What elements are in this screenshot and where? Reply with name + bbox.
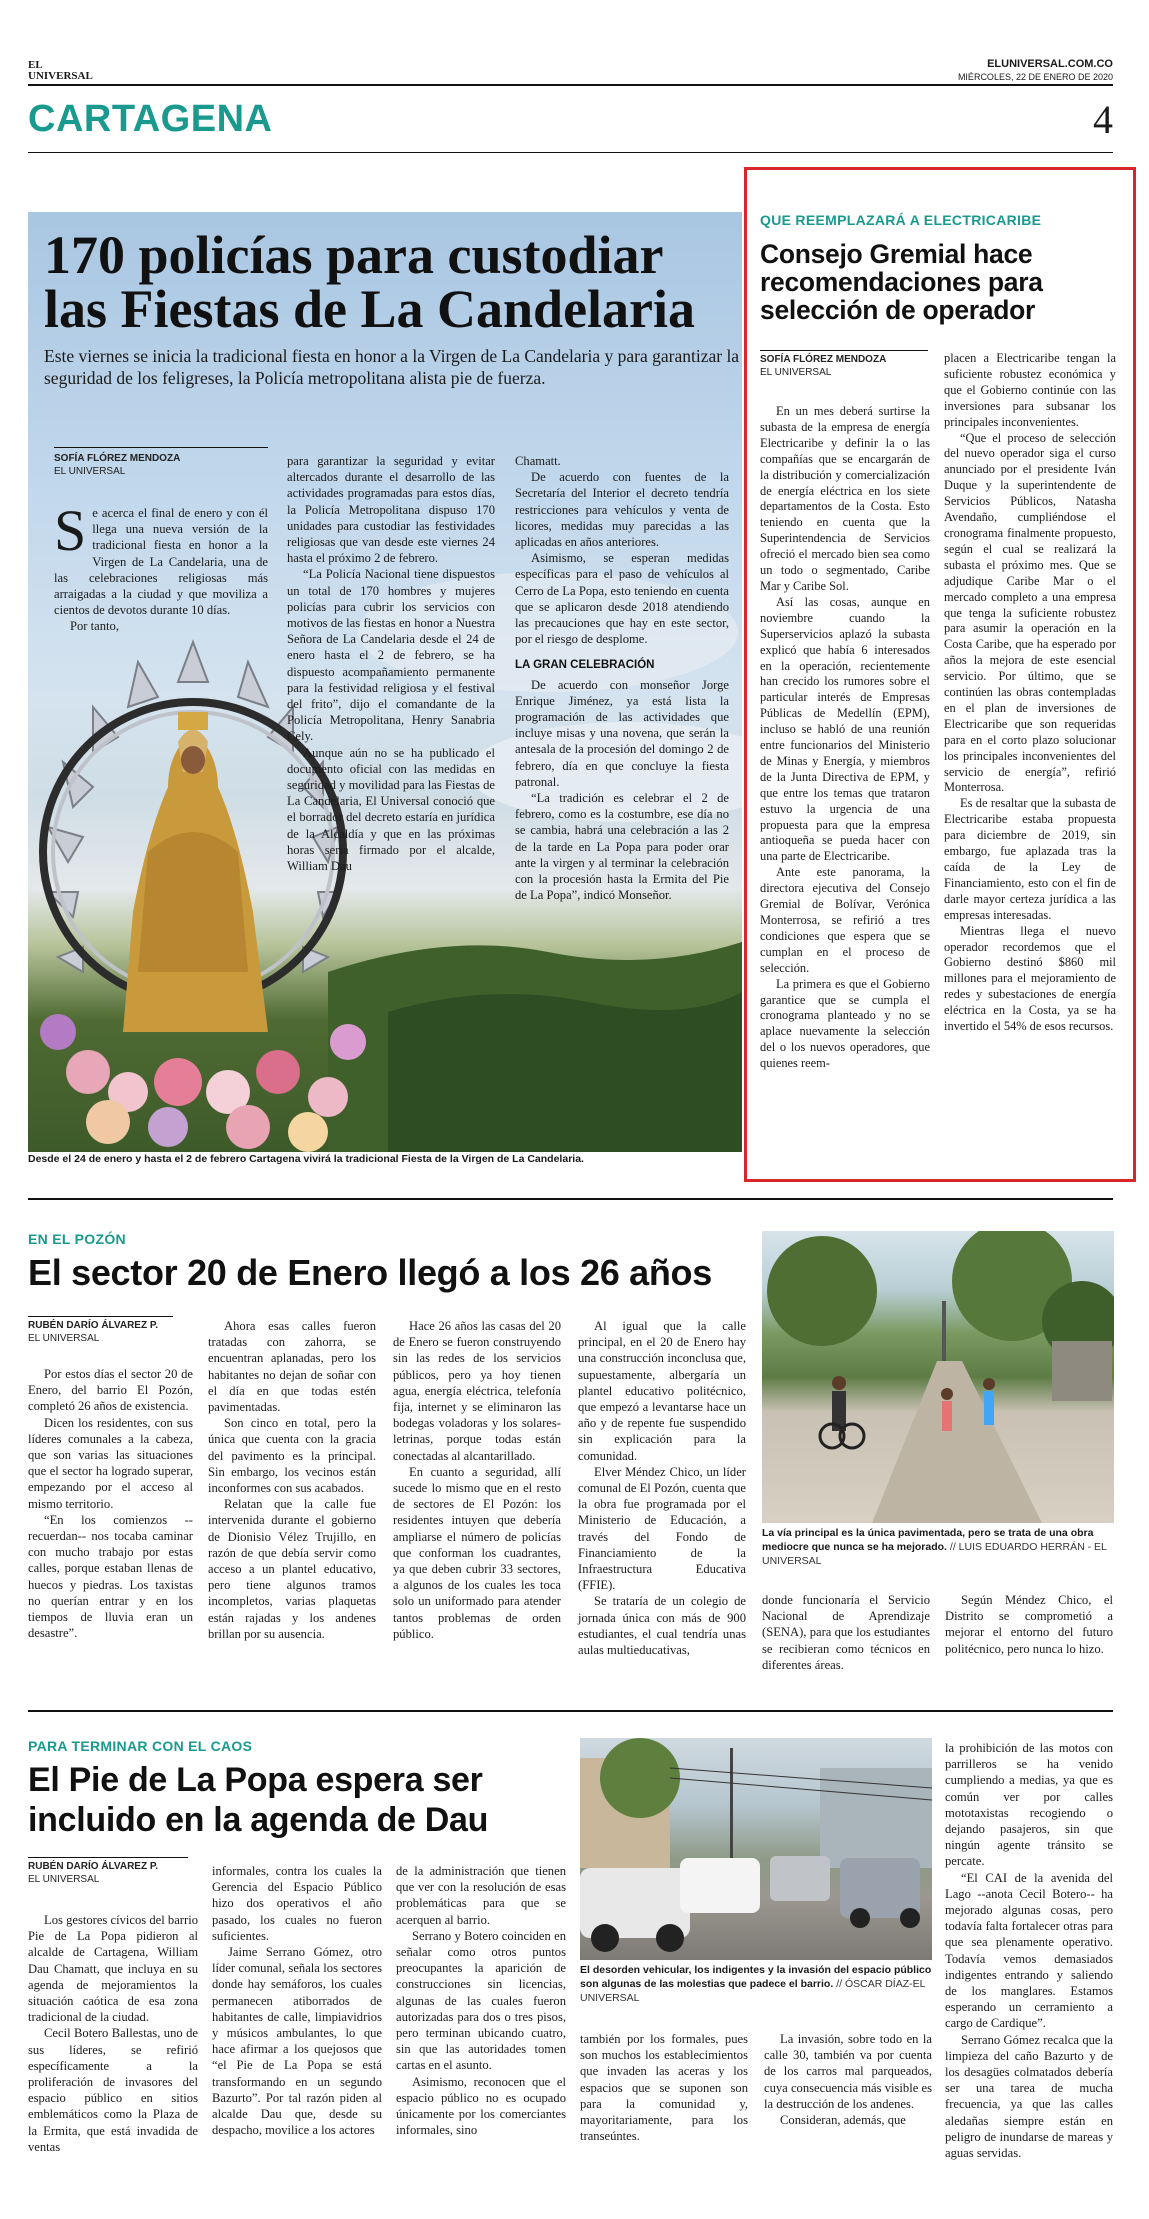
story3-photo-credit: // ÓSCAR DÍAZ-EL UNIVERSAL: [580, 1978, 926, 2004]
story2-paragraph: donde funcionaría el Servicio Nacional de Aprendizaje (SENA), para que los estudiantes se recibieran como técnicos en diferentes áreas.: [762, 1593, 930, 1672]
sidebar-paragraph: Así las cosas, aunque en noviembre cuando la Superservicios aplazó la subasta explicó que había 6 interesados en la operación, recientemente han crecido los rumores sobre el particular interés de Empresas Públicas de Medellín (EPM), incluso se habló de una reunión entre funcionarios del Ministerio de Minas y Energía, y miembros de la Junta Directiva de EPM, y que entre los temas que trataron estuvo la urgencia de una propuesta para que la empresa antioqueña se pueda hacer con una parte de Electricaribe.: [760, 594, 930, 864]
sidebar-kicker: QUE REEMPLAZARÁ A ELECTRICARIBE: [760, 212, 1042, 228]
lead-column-2: [287, 453, 495, 874]
story3-author: RUBÉN DARÍO ÁLVAREZ P.: [28, 1861, 159, 1872]
story3-paragraph: La invasión, sobre todo en la calle 30, también va por cuenta de los carros mal parqueados, cuya consecuencia más visible es la destrucción de los andenes.: [764, 2032, 932, 2111]
story3-paragraph: la prohibición de las motos con parrilleros se ha venido cumpliendo a medias, ya que es común ver por calles mototaxistas recogiendo o dejando pasajeros, sin que ningún agente tránsito se percate.: [945, 1741, 1113, 1869]
sidebar-column-2: [944, 351, 1116, 1035]
story3-photo-caption: [580, 1963, 932, 2005]
sidebar-column-1: [760, 404, 930, 1072]
story3-paragraph: Cecil Botero Ballestas, uno de sus líderes, se refirió específicamente a la proliferación de invasores del espacio público en sitios emblemáticos como la Plaza de la Ermita, que está invadida de ventas: [28, 2026, 198, 2154]
story2-photo-credit: // LUIS EDUARDO HERRÁN - EL UNIVERSAL: [762, 1541, 1107, 1567]
story3-column-1: [28, 1912, 198, 2155]
lead-paragraph: “La tradición es celebrar el 2 de febrero, como es la costumbre, ese día no se cambia, habrá una celebración a las 2 de la tarde en La Popa para poder orar ante la virgen y al terminar la celebración con la procesión hasta la Ermita del Pie de La Popa”, indicó Monseñor.: [515, 791, 729, 903]
sidebar-paragraph: Ante este panorama, la directora ejecutiva del Consejo Gremial de Bolívar, Verónica Monterrosa, se refirió a tres condiciones que espera que se cumplan en el proceso de selección.: [760, 865, 930, 975]
story3-paragraph: Asimismo, reconocen que el espacio público no es ocupado únicamente por los comerciantes informales, sino: [396, 2074, 566, 2138]
issue-date: MIÉRCOLES, 22 DE ENERO DE 2020: [957, 72, 1113, 82]
lead-column-3: [515, 453, 729, 903]
story2-photo-caption: [762, 1526, 1114, 1568]
section-title: CARTAGENA: [28, 98, 273, 140]
lead-paragraph: para garantizar la seguridad y evitar altercados durante el desarrollo de las actividades programadas para estos días, la Policía Metropolitana dispuso 170 unidades para custodiar las festividades religiosas que van desde este viernes 24 hasta el próximo 2 de febrero.: [287, 454, 495, 566]
sidebar-paragraph: Mientras llega el nuevo operador recordemos que el Gobierno destinó $860 mil millones para el mejoramiento de redes y subestaciones de energía eléctrica en la Costa, ya se ha invertido el 54% de esos recursos.: [944, 923, 1116, 1034]
story2-byline: [28, 1319, 158, 1345]
sidebar-paragraph: La primera es que el Gobierno garantice que se cumpla el cronograma planteado y no se aplace nuevamente la selección del o los nuevos operadores, que quienes reem-: [760, 976, 930, 1071]
sidebar-paragraph: “Que el proceso de selección del nuevo operador siga el curso anunciado por el presidente Iván Duque y la superintendente de Servicios Públicos, Natasha Avendaño, cumpliéndose el cronograma finalmente propuesto, según el cual se realizará la subasta el próximo mes. Que se adjudique Caribe Mar o el mercado completo a una empresa que tenga la suficiente robustez para asumir la operación en la Costa Caribe, que ha esperado por años la mejora de este esencial servicio. Por último, que se continúen las obras contempladas en el plan de inversiones de Electricaribe que son requeridas para en el corto plazo solucionar los principales inconvenientes del servicio de energía”, refirió Monterrosa.: [944, 430, 1116, 795]
divider-1: [28, 1198, 1113, 1200]
sidebar-outlet: EL UNIVERSAL: [760, 367, 832, 378]
lead-dropcap: S: [54, 498, 87, 563]
story2-column-1: [28, 1366, 193, 1641]
divider-2: [28, 1710, 1113, 1712]
story2-photo: [762, 1231, 1114, 1523]
story2-caption-text: La vía principal es la única pavimentada, pero se trata de una obra mediocre que nunca se ha mejorado.: [762, 1527, 1094, 1553]
story3-headline[interactable]: El Pie de La Popa espera ser incluido en la agenda de Dau: [28, 1761, 489, 1839]
lead-outlet: EL UNIVERSAL: [54, 466, 126, 477]
story3-outlet: EL UNIVERSAL: [28, 1874, 100, 1885]
story3-paragraph: “El CAI de la avenida del Lago --anota Cecil Botero-- ha mejorado algunas cosas, pero todavía falta fortalecer otras para que sea plenamente operativo. Todavía vemos demasiados indigentes entrando y saliendo de los manglares. Estamos esperando un cerramiento a cargo de Cardique”.: [945, 1870, 1113, 2031]
story2-paragraph: Son cinco en total, pero la única que cuenta con la gracia del pavimento es la principal. Sin embargo, los vecinos están inconformes con sus acabados.: [208, 1416, 376, 1496]
sidebar-paragraph: placen a Electricaribe tengan la suficiente robustez económica y que el Gobierno continúe con las inversiones para subsanar los principales inconvenientes.: [944, 351, 1116, 429]
story2-paragraph: Hace 26 años las casas del 20 de Enero se fueron construyendo sin las redes de los servicios públicos, pero ya hoy tienen agua, energía eléctrica, telefonía fija, internet y se eliminaron las bodegas voladoras y los solares-letrinas, porque todas están conectadas al alcantarillado.: [393, 1319, 561, 1463]
traffic-scene-illustration: [580, 1738, 932, 1960]
story2-column-6: [945, 1592, 1113, 1657]
story2-paragraph: Al igual que la calle principal, en el 20 de Enero hay una construcción inconclusa que, supuestamente, albergaría un plantel educativo politécnico, que empezó a levantarse hace un año y de repente fue suspendido sin explicación para la comunidad.: [578, 1319, 746, 1463]
story3-paragraph: informales, contra los cuales la Gerencia del Espacio Público hizo dos operativos el año pasado, los cuales no fueron suficientes.: [212, 1864, 382, 1943]
story3-kicker: PARA TERMINAR CON EL CAOS: [28, 1738, 253, 1754]
story3-paragraph: Jaime Serrano Gómez, otro líder comunal, señala los sectores donde hay semáforos, los cuales permanecen atiborrados de habitantes de calle, limpiavidrios y músicos ambulantes, lo que hace afirmar a los quejosos que “el Pie de La Popa se está transformando en un segundo Bazurto”. Por tal razón piden al alcalde Dau que, desde su despacho, movilice a los actores: [212, 1945, 382, 2138]
story2-author: RUBÉN DARÍO ÁLVAREZ P.: [28, 1320, 159, 1331]
story3-caption-text: El desorden vehicular, los indigentes y la invasión del espacio público son algunas de las molestias que padece el barrio.: [580, 1964, 932, 1990]
lead-paragraph: De acuerdo con fuentes de la Secretaría del Interior el decreto tendría restricciones para vehículos y venta de licores, medidas muy parecidas a las aplicadas en años anteriores.: [515, 470, 729, 550]
story3-column-5: [764, 2031, 932, 2128]
story2-paragraph: Según Méndez Chico, el Distrito se comprometió a mejorar el entorno del futuro politécnico, pero nunca lo hizo.: [945, 1593, 1113, 1656]
masthead-logo[interactable]: [28, 60, 108, 82]
story3-paragraph: Consideran, además, que: [780, 2113, 906, 2128]
lead-subhead: LA GRAN CELEBRACIÓN: [515, 659, 655, 672]
lead-byline: [54, 452, 180, 478]
story2-paragraph: Ahora esas calles fueron tratadas con zahorra, se encuentran aplanadas, pero los habitantes no dejan de soñar con el día en que todas estén pavimentadas.: [208, 1319, 376, 1415]
lead-author: SOFÍA FLÓREZ MENDOZA: [54, 453, 181, 464]
story3-photo: [580, 1738, 932, 1960]
story3-column-6: [945, 1740, 1113, 2161]
story3-byline: [28, 1860, 158, 1886]
lead-deck: Este viernes se inicia la tradicional fiesta en honor a la Virgen de La Candelaria y para garantizar la seguridad de los feligreses, la Policía metropolitana alista pie de fuerza.: [44, 346, 740, 388]
site-url[interactable]: ELUNIVERSAL.COM.CO: [987, 58, 1113, 70]
story2-outlet: EL UNIVERSAL: [28, 1333, 100, 1344]
lead-paragraph: Por tanto,: [70, 619, 119, 634]
section-rule: [28, 152, 1113, 153]
lead-column-1: [54, 498, 268, 635]
sidebar-paragraph: En un mes deberá surtirse la subasta de la empresa de energía Electricaribe y definir la o las compañías que se encargarán de la distribución y comercialización de energía eléctrica en los siete departamentos de la Costa. Esto teniendo en cuenta que la Superintendencia de Servicios ofreció el mercado bien sea como un todo o segmentado, Caribe Mar y Caribe Sol.: [760, 404, 930, 593]
story2-paragraph: En cuanto a seguridad, allí sucede lo mismo que en el resto de sectores de El Pozón: los residentes intuyen que debería ampliarse el número de policías que conforman los cuadrantes, ya que deben cubrir 33 sectores, a algunos de los cuales les toca solo un uniformado para atender tantos problemas de orden público.: [393, 1464, 561, 1641]
story2-paragraph: Dicen los residentes, con sus líderes comunales a la cabeza, que son varias las situaciones que el sector ha logrado superar, empezando por el acceso al mismo territorio.: [28, 1415, 193, 1511]
sidebar-paragraph: Es de resaltar que la subasta de Electricaribe estaba propuesta para diciembre de 2019, sin embargo, fue aplazada tras la caída de la Ley de Financiamiento, esto con el fin de darle mayor certeza jurídica a las empresas interesadas.: [944, 796, 1116, 922]
story2-paragraph: Relatan que la calle fue intervenida durante el gobierno de Dionisio Vélez Trujillo, en razón de que debía servir como acceso a un plantel educativo, pero tiene algunos tramos incompletos, varias plaquetas están rajadas y los andenes brillan por su ausencia.: [208, 1497, 376, 1641]
lead-paragraph: “La Policía Nacional tiene dispuestos un total de 170 hombres y mujeres policías para cubrir los servicios con motivos de las fiestas en honor a Nuestra Señora de La Candelaria desde el 24 de enero hasta el 2 de febrero, se ha dispuesto acompañamiento permanente para la festividad religiosa y el festival del frito”, dijo el comandante de la Policía Metropolitana, Henry Sanabria Cely.: [287, 567, 495, 744]
story2-column-5: [762, 1592, 930, 1673]
story3-paragraph: Serrano Gómez recalca que la limpieza del caño Bazurto y de los desagües colmatados debería ser una tarea de mucha frecuencia, ya que las calles aledañas siempre están en peligro de inundarse de mareas y aguas servidas.: [945, 2032, 1113, 2161]
story2-column-3: [393, 1318, 561, 1642]
story2-paragraph: Por estos días el sector 20 de Enero, del barrio El Pozón, completó 26 años de existencia.: [28, 1367, 193, 1414]
lead-photo-caption: Desde el 24 de enero y hasta el 2 de febrero Cartagena vivirá la tradicional Fiesta de la Virgen de La Candelaria.: [28, 1153, 584, 1165]
header-rule: [28, 84, 1113, 86]
lead-headline[interactable]: 170 policías para custodiar las Fiestas de La Candelaria: [44, 225, 696, 339]
story3-column-3: [396, 1863, 566, 2138]
lead-paragraph: Aunque aún no se ha publicado el documento oficial con las medidas en seguridad y movilidad para las Fiestas de La Candelaria, El Universal conoció que el borrador del decreto estaría en jurídica de la Alcaldía y que en las próximas horas sería firmado por el alcalde, William Dau: [287, 745, 495, 874]
story3-paragraph: también por los formales, pues son muchos los establecimientos que invaden las aceras y los espacios que se suponen son para la comunidad y, mayoritariamente, para los transeúntes.: [580, 2032, 748, 2144]
story3-byline-rule: [28, 1857, 188, 1858]
story2-paragraph: Se trataría de un colegio de jornada única con más de 900 estudiantes, el cual tendría unas aulas multieducativas,: [578, 1594, 746, 1658]
masthead-logo-text: EL UNIVERSAL: [28, 59, 93, 82]
sidebar-byline-rule: [760, 350, 928, 351]
story2-kicker: EN EL POZÓN: [28, 1231, 126, 1247]
lead-paragraph: Asimismo, se esperan medidas específicas para el paso de vehículos al Cerro de La Popa, esto teniendo en cuenta que se aplicaron desde 2018 atendiendo las precauciones que hay en este sector, por el riesgo de desplome.: [515, 551, 729, 647]
lead-paragraph: Chamatt.: [515, 454, 561, 468]
story2-headline[interactable]: El sector 20 de Enero llegó a los 26 años: [28, 1252, 712, 1293]
sidebar-headline[interactable]: Consejo Gremial hace recomendaciones para selección de operador: [760, 239, 1043, 325]
lead-byline-rule: [54, 447, 268, 448]
lead-paragraph: e acerca el final de enero y con él llega una nueva versión de la tradicional fiesta en honor a la Virgen de La Candelaria, una de las celebraciones religiosas más arraigadas a la ciudad y que moviliza a cientos de devotos durante 10 días.: [54, 506, 268, 618]
sidebar-author: SOFÍA FLÓREZ MENDOZA: [760, 354, 887, 365]
story3-column-4: [580, 2031, 748, 2144]
street-scene-illustration: [762, 1231, 1114, 1523]
page-number: 4: [1093, 97, 1113, 142]
story3-column-2: [212, 1863, 382, 2138]
sidebar-byline: [760, 353, 886, 379]
story2-byline-rule: [28, 1316, 173, 1317]
story3-paragraph: de la administración que tienen que ver con la resolución de esas problemáticas para que se acerquen al barrio.: [396, 1864, 566, 1927]
story2-column-2: [208, 1318, 376, 1642]
story3-paragraph: Los gestores cívicos del barrio Pie de La Popa pidieron al alcalde de Cartagena, William Dau Chamatt, que incluya en su agenda de mejoramientos la situación caótica de esa zona tradicional de la ciudad.: [28, 1913, 198, 2025]
story2-column-4: [578, 1318, 746, 1658]
story2-paragraph: Elver Méndez Chico, un líder comunal de El Pozón, cuenta que la obra fue programada por el Ministerio de Educación, a través del Fondo de Financiamiento de la Infraestructura Educativa (FFIE).: [578, 1464, 746, 1593]
lead-paragraph: De acuerdo con monseñor Jorge Enrique Jiménez, ya está lista la programación de las actividades que incluye misas y una novena, que serán la antesala de la procesión del domingo 2 de febrero, día en que concluye la fiesta patronal.: [515, 677, 729, 789]
story2-paragraph: “En los comienzos --recuerdan-- nos tocaba caminar con mucho trabajo por estas calles, porque estaban llenas de huecos y piedras. Los taxistas no querían entrar y en los tiempos de lluvia eran un desastre”.: [28, 1512, 193, 1641]
story3-paragraph: Serrano y Botero coinciden en señalar como otros puntos preocupantes la aparición de construcciones sin licencias, algunas de las cuales fueron autorizadas para dos o tres pisos, pero terminan ubicando cuatro, sin que las autoridades tomen cartas en el asunto.: [396, 1928, 566, 2073]
